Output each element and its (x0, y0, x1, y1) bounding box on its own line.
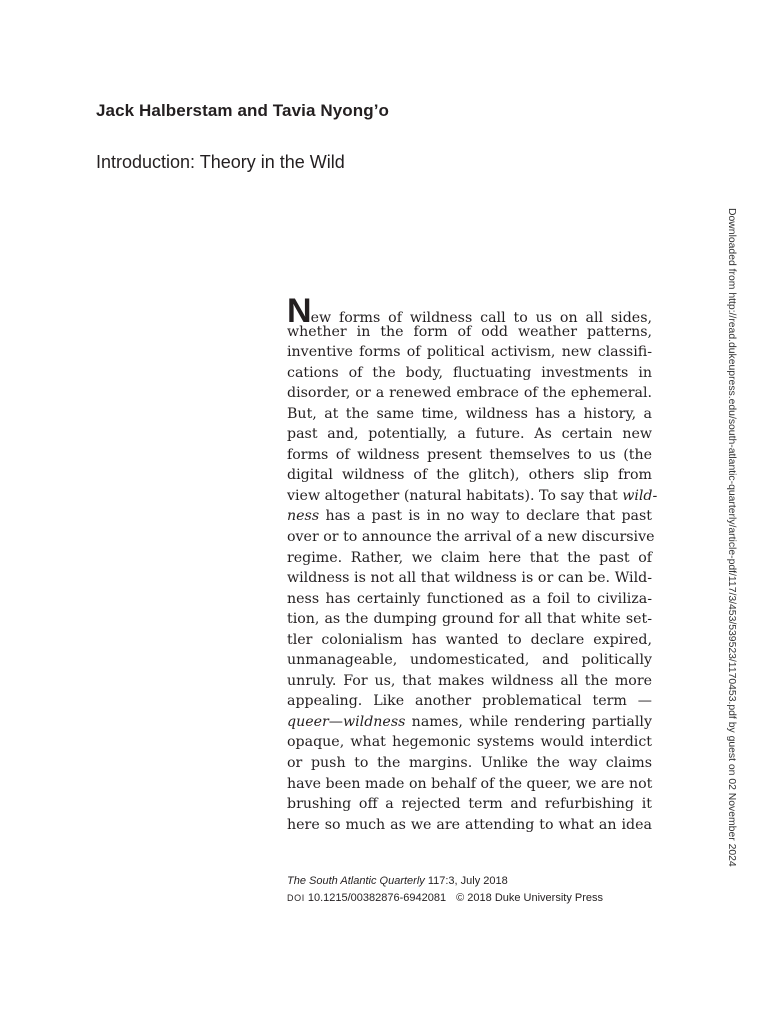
body-line: have been made on behalf of the queer, we are not (287, 775, 653, 792)
body-line: New forms of wildness call to us on all sides, (287, 292, 652, 330)
body-line: cations of the body, fluctuating investments in (287, 364, 652, 381)
body-line: appealing. Like another problematical term — (287, 693, 652, 710)
body-line: over or to announce the arrival of a new discursive (287, 529, 655, 546)
article-body (287, 292, 658, 835)
body-line: unmanageable, undomesticated, and politically (287, 652, 652, 669)
body-line: ness has a past is in no way to declare that past (287, 508, 652, 525)
body-line: forms of wildness present themselves to us (the (287, 446, 652, 463)
body-line: view altogether (natural habitats). To say that wild- (287, 487, 658, 504)
journal-name: The South Atlantic Quarterly (287, 875, 425, 887)
journal-issue: 117:3, July 2018 (424, 875, 508, 887)
body-line: queer—wildness names, while rendering partially (287, 713, 652, 730)
body-line: past and, potentially, a future. As certain new (287, 426, 652, 443)
drop-cap: N (287, 292, 311, 330)
body-line: tler colonialism has wanted to declare expired, (287, 631, 652, 648)
body-line: regime. Rather, we claim here that the past of (287, 549, 652, 566)
body-line: wildness is not all that wildness is or can be. Wild- (287, 570, 652, 587)
body-line: opaque, what hegemonic systems would interdict (287, 734, 652, 751)
article-title: Introduction: Theory in the Wild (96, 152, 345, 172)
body-line: brushing off a rejected term and refurbishing it (287, 796, 652, 813)
body-line: whether in the form of odd weather patterns, (287, 323, 652, 340)
doi-line (287, 890, 603, 907)
body-line: inventive forms of political activism, new classifi- (287, 344, 652, 361)
journal-citation (287, 873, 603, 890)
copyright: © 2018 Duke University Press (456, 892, 604, 904)
doi-value: 10.1215/00382876-6942081 (304, 892, 447, 904)
doi-label: DOI (287, 893, 305, 903)
body-line: unruly. For us, that makes wildness all the more (287, 672, 652, 689)
download-watermark-text: Downloaded from http://read.dukeupress.edu/south-atlantic-quarterly/article-pdf/117/3/453/539523/1170453.pdf by guest on 02 November 2024 (726, 208, 737, 867)
article-authors: Jack Halberstam and Tavia Nyong’o (96, 101, 390, 120)
body-line: tion, as the dumping ground for all that white set- (287, 611, 652, 628)
body-line: or push to the margins. Unlike the way claims (287, 755, 652, 772)
body-line: here so much as we are attending to what an idea (287, 816, 652, 833)
body-line: ness has certainly functioned as a foil to civiliza- (287, 590, 652, 607)
body-line: But, at the same time, wildness has a history, a (287, 405, 652, 422)
body-line: disorder, or a renewed embrace of the ephemeral. (287, 385, 652, 402)
body-line: digital wildness of the glitch), others slip from (287, 467, 652, 484)
citation-footer (287, 873, 603, 907)
download-watermark (725, 208, 737, 867)
